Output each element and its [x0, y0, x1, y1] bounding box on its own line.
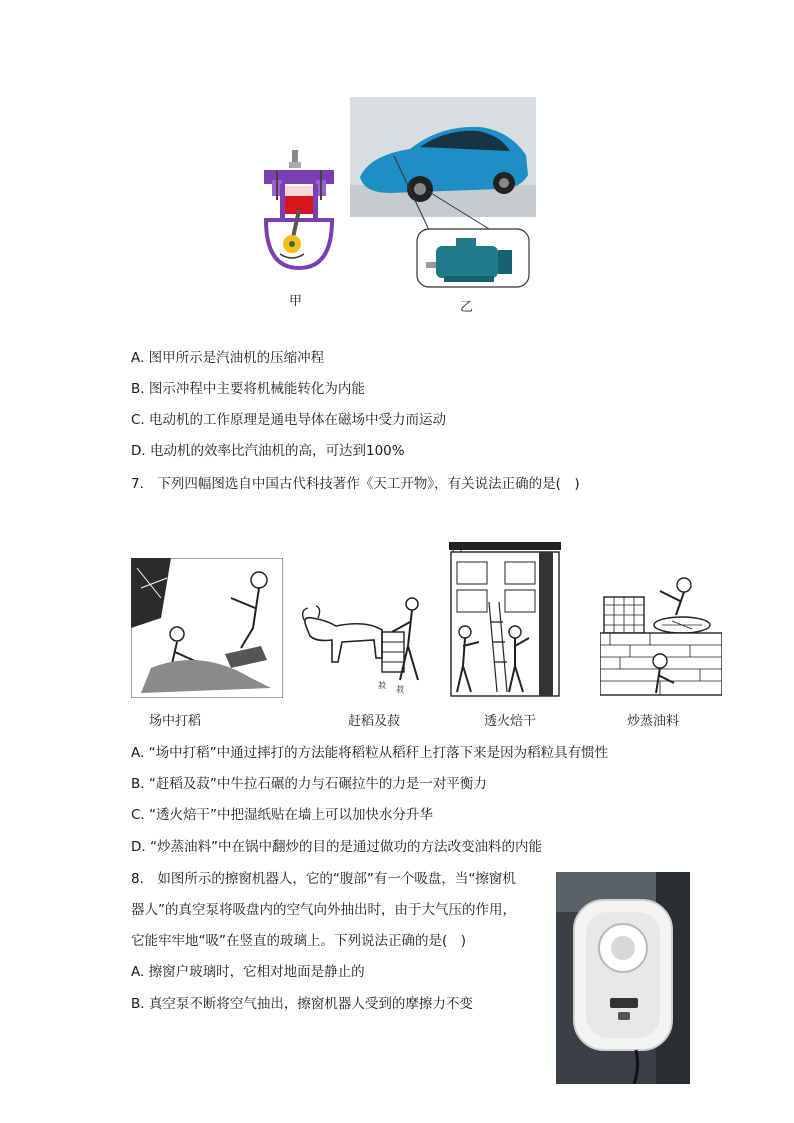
q8-option-a: A. 擦窗户玻璃时，它相对地面是静止的 [131, 964, 365, 980]
svg-text:菽: 菽 [378, 681, 386, 690]
q8-stem-line-1: 8. 如图所示的擦窗机器人，它的“腹部”有一个吸盘，当“擦窗机 [131, 871, 516, 887]
q6-option-d: D. 电动机的效率比汽油机的高，可达到100% [131, 443, 405, 459]
q8-stem-line-2: 器人”的真空泵将吸盘内的空气向外抽出时，由于大气压的作用， [131, 902, 516, 918]
figure-label-yi: 乙 [460, 300, 474, 315]
q7-option-b: B. “赶稻及菽”中牛拉石碾的力与石碾拉牛的力是一对平衡力 [131, 776, 487, 792]
illustration-ox-roller [296, 596, 426, 698]
q7-caption-2: 赶稻及菽 [348, 714, 401, 729]
q6-option-a: A. 图甲所示是汽油机的压缩冲程 [131, 350, 325, 366]
q7-stem: 7. 下列四幅图选自中国古代科技著作《天工开物》，有关说法正确的是( ) [131, 476, 580, 492]
illustration-paper-drying [449, 542, 561, 698]
q7-caption-3: 透火焙干 [484, 714, 537, 729]
engine-diagram [258, 150, 340, 270]
q7-caption-1: 场中打稻 [149, 714, 202, 729]
svg-text:菽: 菽 [396, 685, 404, 694]
electric-motor-image [416, 228, 530, 288]
q6-option-c: C. 电动机的工作原理是通电导体在磁场中受力而运动 [131, 412, 447, 428]
window-cleaning-robot-image [556, 872, 690, 1084]
q6-option-b: B. 图示冲程中主要将机械能转化为内能 [131, 381, 365, 397]
illustration-oil-steaming [600, 575, 722, 698]
q7-option-c: C. “透火焙干”中把湿纸贴在墙上可以加快水分升华 [131, 807, 433, 823]
q8-option-b: B. 真空泵不断将空气抽出，擦窗机器人受到的摩擦力不变 [131, 996, 473, 1012]
q7-caption-4: 炒蒸油料 [627, 714, 680, 729]
illustration-threshing [131, 558, 283, 698]
q7-option-d: D. “炒蒸油料”中在锅中翻炒的目的是通过做功的方法改变油料的内能 [131, 839, 542, 855]
q8-stem-line-3: 它能牢牢地“吸”在竖直的玻璃上。下列说法正确的是( ) [131, 933, 467, 949]
q7-option-a: A. “场中打稻”中通过摔打的方法能将稻粒从稻秆上打落下来是因为稻粒具有惯性 [131, 745, 609, 761]
callout-lines [390, 150, 510, 240]
figure-label-jia: 甲 [289, 294, 303, 309]
